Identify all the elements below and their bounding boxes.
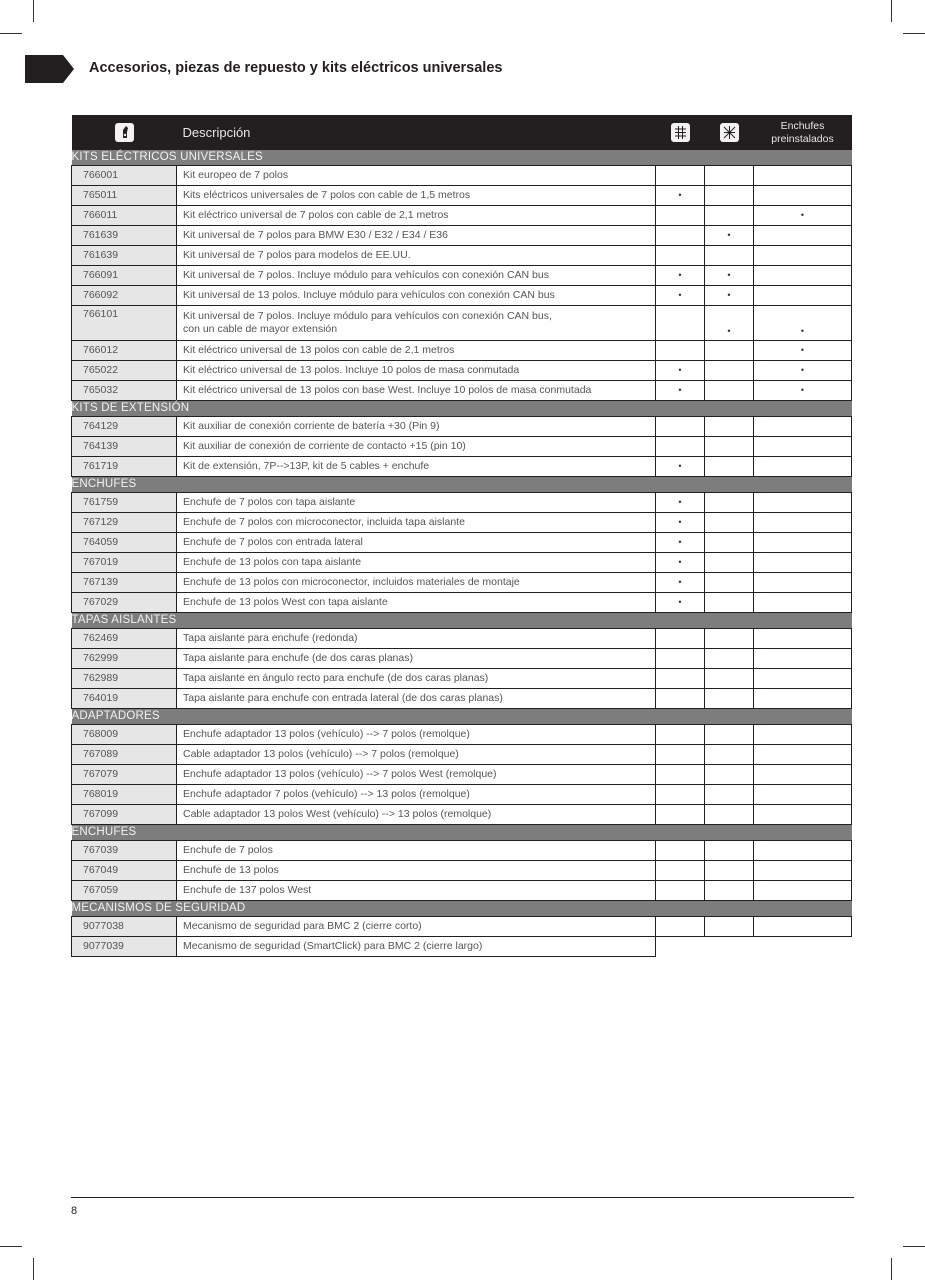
mark-preinstalled-column	[754, 629, 852, 649]
mark-plus-column: •	[656, 457, 705, 477]
mark-preinstalled-column	[754, 533, 852, 553]
mark-cross-column	[705, 417, 754, 437]
product-table	[71, 115, 852, 957]
mark-plus-column	[656, 861, 705, 881]
item-description	[177, 341, 656, 361]
mark-plus-column: •	[656, 533, 705, 553]
page-number: 8	[71, 1205, 78, 1217]
item-description	[177, 917, 656, 937]
table-row	[72, 361, 852, 381]
table-row	[72, 805, 852, 825]
item-code: 762989	[72, 669, 177, 689]
item-description	[177, 381, 656, 401]
mark-cross-column	[705, 649, 754, 669]
item-description	[177, 457, 656, 477]
section-title: MECANISMOS DE SEGURIDAD	[72, 901, 852, 917]
section-title: KITS ELÉCTRICOS UNIVERSALES	[72, 150, 852, 166]
item-description-text: Kit universal de 7 polos para BMW E30 / E32 / E34 / E36	[183, 229, 448, 241]
mark-preinstalled-column	[754, 246, 852, 266]
item-code: 766012	[72, 341, 177, 361]
mark-preinstalled-column	[754, 573, 852, 593]
table-row	[72, 246, 852, 266]
table-row	[72, 745, 852, 765]
item-code: 768009	[72, 725, 177, 745]
item-description-text: Enchufe de 13 polos con tapa aislante	[183, 556, 362, 568]
item-description	[177, 306, 656, 341]
mark-cross-column	[705, 689, 754, 709]
mark-cross-column	[705, 437, 754, 457]
item-description	[177, 937, 656, 957]
mark-cross-column	[705, 493, 754, 513]
section-title: KITS DE EXTENSIÓN	[72, 401, 852, 417]
item-description-text: Kit universal de 7 polos. Incluye módulo para vehículos con conexión CAN bus	[183, 269, 549, 281]
item-description	[177, 725, 656, 745]
table-row	[72, 841, 852, 861]
item-code: 761639	[72, 246, 177, 266]
mark-plus-column	[656, 765, 705, 785]
mark-plus-column	[656, 785, 705, 805]
item-description-text-line2: con un cable de mayor extensión	[183, 323, 338, 335]
item-code: 766001	[72, 166, 177, 186]
item-description	[177, 286, 656, 306]
mark-plus-column: •	[656, 593, 705, 613]
table-header	[72, 115, 852, 150]
section-title: ENCHUFES	[72, 477, 852, 493]
mark-preinstalled-column	[754, 266, 852, 286]
item-code: 761639	[72, 226, 177, 246]
item-code: 761759	[72, 493, 177, 513]
mark-cross-column	[705, 533, 754, 553]
table-row	[72, 917, 852, 937]
item-code: 766092	[72, 286, 177, 306]
item-description-text: Tapa aislante en ángulo recto para enchufe (de dos caras planas)	[183, 672, 489, 684]
footer-rule	[71, 1197, 854, 1198]
table-row	[72, 593, 852, 613]
table-row	[72, 186, 852, 206]
table-row	[72, 629, 852, 649]
crop-mark	[903, 1246, 925, 1247]
mark-preinstalled-column: •	[754, 206, 852, 226]
mark-cross-column	[705, 785, 754, 805]
mark-plus-column	[656, 881, 705, 901]
item-description-text: Cable adaptador 13 polos (vehículo) --> 7 polos (remolque)	[183, 748, 459, 760]
item-code: 765011	[72, 186, 177, 206]
mark-cross-column	[705, 457, 754, 477]
plus-grid-icon	[671, 123, 690, 142]
mark-preinstalled-column	[754, 745, 852, 765]
mark-plus-column	[656, 629, 705, 649]
mark-preinstalled-column	[754, 917, 852, 937]
table-row	[72, 689, 852, 709]
mark-plus-column: •	[656, 266, 705, 286]
item-description-text: Enchufe de 13 polos	[183, 864, 279, 876]
item-description	[177, 533, 656, 553]
item-description-text: Enchufe de 13 polos con microconector, incluidos materiales de montaje	[183, 576, 520, 588]
mark-plus-column	[656, 206, 705, 226]
item-code: 767099	[72, 805, 177, 825]
section-header-row	[72, 709, 852, 725]
mark-cross-column	[705, 381, 754, 401]
item-code: 767049	[72, 861, 177, 881]
mark-preinstalled-column	[754, 669, 852, 689]
socket-icon	[115, 123, 134, 142]
item-description-text: Kit universal de 7 polos. Incluye módulo para vehículos con conexión CAN bus,	[183, 310, 552, 322]
table-row	[72, 669, 852, 689]
mark-cross-column	[705, 765, 754, 785]
mark-plus-column: •	[656, 186, 705, 206]
item-description-text: Kit eléctrico universal de 13 polos. Incluye 10 polos de masa conmutada	[183, 364, 520, 376]
item-code: 765022	[72, 361, 177, 381]
mark-cross-column	[705, 881, 754, 901]
mark-cross-column	[705, 573, 754, 593]
item-description	[177, 246, 656, 266]
mark-cross-column	[705, 246, 754, 266]
item-code: 767139	[72, 573, 177, 593]
mark-cross-column	[705, 186, 754, 206]
mark-plus-column	[656, 166, 705, 186]
mark-plus-column	[656, 745, 705, 765]
item-code: 762469	[72, 629, 177, 649]
mark-plus-column: •	[656, 381, 705, 401]
table-row	[72, 381, 852, 401]
mark-preinstalled-column	[754, 937, 852, 957]
table-row	[72, 437, 852, 457]
mark-cross-column	[705, 206, 754, 226]
item-description	[177, 186, 656, 206]
mark-preinstalled-column: •	[754, 306, 852, 341]
item-code: 766091	[72, 266, 177, 286]
item-description	[177, 765, 656, 785]
table-row	[72, 649, 852, 669]
mark-preinstalled-column	[754, 186, 852, 206]
crop-mark	[891, 1258, 892, 1280]
mark-cross-column	[705, 593, 754, 613]
mark-cross-column: •	[705, 266, 754, 286]
mark-plus-column	[656, 689, 705, 709]
mark-preinstalled-column: •	[754, 381, 852, 401]
item-code: 767029	[72, 593, 177, 613]
mark-cross-column	[705, 629, 754, 649]
section-header-row	[72, 901, 852, 917]
mark-preinstalled-column	[754, 689, 852, 709]
crop-mark	[33, 1258, 34, 1280]
mark-cross-column	[705, 166, 754, 186]
table-row	[72, 417, 852, 437]
item-description	[177, 629, 656, 649]
section-header-row	[72, 150, 852, 166]
header-preinstalled	[754, 115, 852, 150]
item-description	[177, 361, 656, 381]
item-description-text: Tapa aislante para enchufe (de dos caras planas)	[183, 652, 413, 664]
item-description-text: Enchufe de 7 polos con entrada lateral	[183, 536, 363, 548]
section-title: ENCHUFES	[72, 825, 852, 841]
item-description	[177, 593, 656, 613]
table-row	[72, 937, 852, 957]
page-title: Accesorios, piezas de repuesto y kits eléctricos universales	[89, 60, 503, 76]
mark-cross-column	[705, 341, 754, 361]
item-code: 768019	[72, 785, 177, 805]
table-row	[72, 266, 852, 286]
mark-preinstalled-column	[754, 805, 852, 825]
item-description	[177, 669, 656, 689]
item-description-text: Enchufe adaptador 7 polos (vehículo) --> 13 polos (remolque)	[183, 788, 470, 800]
item-description-text: Kit universal de 7 polos para modelos de EE.UU.	[183, 249, 411, 261]
item-description-text: Kit universal de 13 polos. Incluye módulo para vehículos con conexión CAN bus	[183, 289, 555, 301]
item-description-text: Enchufe adaptador 13 polos (vehículo) --> 7 polos (remolque)	[183, 728, 470, 740]
crop-mark	[903, 33, 925, 34]
mark-preinstalled-column	[754, 553, 852, 573]
header-cross-cell	[705, 115, 754, 150]
table-row	[72, 206, 852, 226]
mark-plus-column	[656, 437, 705, 457]
mark-plus-column	[656, 341, 705, 361]
item-description	[177, 805, 656, 825]
table-row	[72, 166, 852, 186]
table-row	[72, 533, 852, 553]
table-row	[72, 493, 852, 513]
mark-preinstalled-column	[754, 841, 852, 861]
item-code: 767059	[72, 881, 177, 901]
header-socket-cell	[72, 115, 177, 150]
mark-plus-column: •	[656, 493, 705, 513]
mark-plus-column	[656, 246, 705, 266]
mark-preinstalled-column	[754, 166, 852, 186]
item-code: 764139	[72, 437, 177, 457]
item-description-text: Enchufe de 7 polos con microconector, incluida tapa aislante	[183, 516, 465, 528]
item-description-text: Mecanismo de seguridad para BMC 2 (cierre corto)	[183, 920, 422, 932]
mark-plus-column	[656, 669, 705, 689]
table-row	[72, 785, 852, 805]
item-code: 765032	[72, 381, 177, 401]
mark-preinstalled-column	[754, 457, 852, 477]
table-row	[72, 765, 852, 785]
table-row	[72, 306, 852, 341]
item-description	[177, 553, 656, 573]
item-description	[177, 266, 656, 286]
table-row	[72, 226, 852, 246]
mark-plus-column	[656, 937, 705, 957]
item-description	[177, 166, 656, 186]
mark-preinstalled-column	[754, 226, 852, 246]
item-description	[177, 649, 656, 669]
section-header-row	[72, 477, 852, 493]
table-row	[72, 513, 852, 533]
item-description-text: Tapa aislante para enchufe (redonda)	[183, 632, 358, 644]
item-description-text: Kit eléctrico universal de 13 polos con base West. Incluye 10 polos de masa conmutada	[183, 384, 592, 396]
item-code: 9077038	[72, 917, 177, 937]
mark-plus-column: •	[656, 553, 705, 573]
mark-cross-column	[705, 861, 754, 881]
mark-plus-column	[656, 917, 705, 937]
item-description-text: Cable adaptador 13 polos West (vehículo) --> 13 polos (remolque)	[183, 808, 492, 820]
mark-cross-column	[705, 745, 754, 765]
mark-preinstalled-column: •	[754, 361, 852, 381]
section-header-row	[72, 613, 852, 629]
item-code: 767079	[72, 765, 177, 785]
mark-preinstalled-column	[754, 593, 852, 613]
crop-mark	[0, 1246, 22, 1247]
mark-plus-column: •	[656, 573, 705, 593]
item-description	[177, 881, 656, 901]
mark-plus-column	[656, 417, 705, 437]
item-code: 767019	[72, 553, 177, 573]
item-code: 9077039	[72, 937, 177, 957]
item-description	[177, 573, 656, 593]
mark-preinstalled-column	[754, 417, 852, 437]
mark-plus-column: •	[656, 286, 705, 306]
mark-plus-column	[656, 841, 705, 861]
mark-cross-column	[705, 917, 754, 937]
mark-preinstalled-column	[754, 785, 852, 805]
table-row	[72, 553, 852, 573]
mark-preinstalled-column	[754, 286, 852, 306]
mark-preinstalled-column	[754, 725, 852, 745]
mark-cross-column	[705, 805, 754, 825]
section-header-row	[72, 825, 852, 841]
mark-plus-column	[656, 306, 705, 341]
mark-plus-column	[656, 805, 705, 825]
mark-plus-column	[656, 226, 705, 246]
mark-preinstalled-column	[754, 513, 852, 533]
mark-cross-column	[705, 725, 754, 745]
mark-cross-column	[705, 937, 754, 957]
mark-plus-column	[656, 649, 705, 669]
item-description	[177, 493, 656, 513]
table-row	[72, 861, 852, 881]
item-description-text: Kit eléctrico universal de 13 polos con cable de 2,1 metros	[183, 344, 455, 356]
mark-preinstalled-column	[754, 493, 852, 513]
item-description	[177, 841, 656, 861]
mark-cross-column	[705, 841, 754, 861]
item-code: 766101	[72, 306, 177, 341]
item-code: 762999	[72, 649, 177, 669]
header-plus-cell	[656, 115, 705, 150]
mark-cross-column	[705, 669, 754, 689]
header-preinstalled-line1: Enchufes	[780, 119, 825, 132]
item-code: 766011	[72, 206, 177, 226]
item-description	[177, 745, 656, 765]
mark-preinstalled-column	[754, 649, 852, 669]
item-description-text: Kit auxiliar de conexión corriente de batería +30 (Pin 9)	[183, 420, 440, 432]
section-header-row	[72, 401, 852, 417]
mark-cross-column	[705, 361, 754, 381]
table-row	[72, 881, 852, 901]
item-description-text: Enchufe de 137 polos West	[183, 884, 312, 896]
item-code: 761719	[72, 457, 177, 477]
crop-mark	[33, 0, 34, 22]
mark-preinstalled-column: •	[754, 341, 852, 361]
table-body	[72, 150, 852, 957]
mark-plus-column: •	[656, 513, 705, 533]
mark-plus-column: •	[656, 361, 705, 381]
item-description-text: Enchufe de 7 polos	[183, 844, 273, 856]
mark-plus-column	[656, 725, 705, 745]
mark-preinstalled-column	[754, 881, 852, 901]
item-description	[177, 206, 656, 226]
item-description	[177, 437, 656, 457]
mark-cross-column: •	[705, 286, 754, 306]
item-description	[177, 785, 656, 805]
mark-preinstalled-column	[754, 861, 852, 881]
item-description-text: Enchufe de 7 polos con tapa aislante	[183, 496, 356, 508]
mark-cross-column	[705, 513, 754, 533]
cross-grid-icon	[720, 123, 739, 142]
item-description-text: Enchufe de 13 polos West con tapa aislante	[183, 596, 388, 608]
mark-cross-column	[705, 553, 754, 573]
table-row	[72, 573, 852, 593]
item-code: 767089	[72, 745, 177, 765]
section-title: TAPAS AISLANTES	[72, 613, 852, 629]
item-code: 767129	[72, 513, 177, 533]
mark-preinstalled-column	[754, 765, 852, 785]
item-description-text: Tapa aislante para enchufe con entrada lateral (de dos caras planas)	[183, 692, 503, 704]
item-description	[177, 861, 656, 881]
item-description-text: Enchufe adaptador 13 polos (vehículo) --> 7 polos West (remolque)	[183, 768, 497, 780]
header-description: Descripción	[177, 115, 656, 150]
section-title: ADAPTADORES	[72, 709, 852, 725]
item-description	[177, 417, 656, 437]
item-code: 767039	[72, 841, 177, 861]
item-description	[177, 689, 656, 709]
mark-cross-column: •	[705, 226, 754, 246]
header-preinstalled-line2: preinstalados	[771, 132, 834, 145]
item-code: 764019	[72, 689, 177, 709]
item-description-text: Kit europeo de 7 polos	[183, 169, 289, 181]
item-description-text: Kit de extensión, 7P-->13P, kit de 5 cables + enchufe	[183, 460, 430, 472]
table-row	[72, 341, 852, 361]
table-row	[72, 725, 852, 745]
item-code: 764129	[72, 417, 177, 437]
crop-mark	[0, 33, 22, 34]
item-description	[177, 513, 656, 533]
item-description	[177, 226, 656, 246]
item-description-text: Kits eléctricos universales de 7 polos con cable de 1,5 metros	[183, 189, 471, 201]
crop-mark	[891, 0, 892, 22]
table-row	[72, 286, 852, 306]
mark-preinstalled-column	[754, 437, 852, 457]
table-row	[72, 457, 852, 477]
item-description-text: Mecanismo de seguridad (SmartClick) para BMC 2 (cierre largo)	[183, 940, 483, 952]
title-tab-marker	[25, 55, 63, 83]
item-description-text: Kit auxiliar de conexión de corriente de contacto +15 (pin 10)	[183, 440, 466, 452]
item-description-text: Kit eléctrico universal de 7 polos con cable de 2,1 metros	[183, 209, 449, 221]
mark-cross-column: •	[705, 306, 754, 341]
item-code: 764059	[72, 533, 177, 553]
